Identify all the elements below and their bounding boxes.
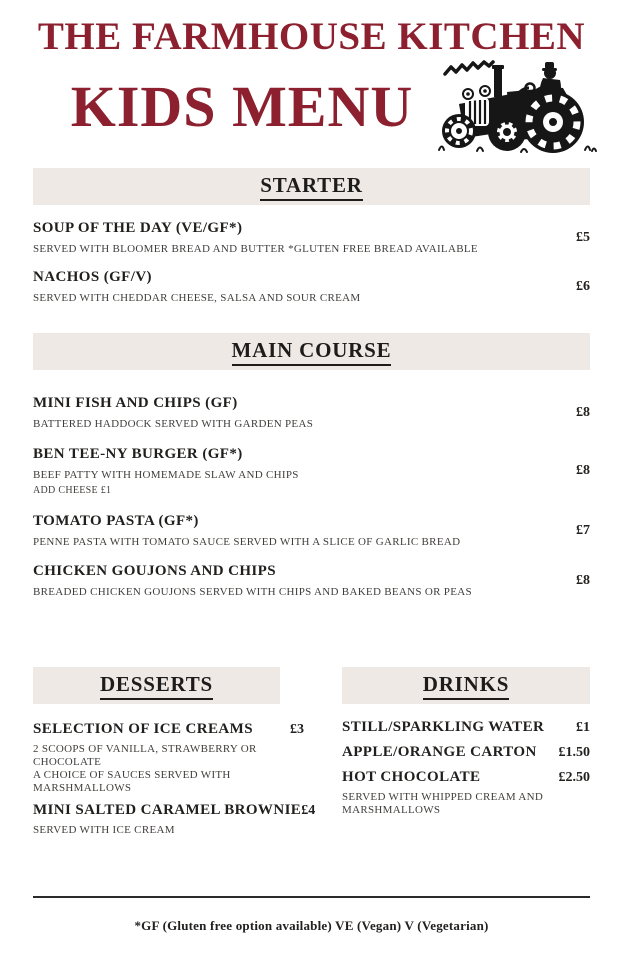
section-header-drinks [342,667,590,704]
item-price: £5 [576,229,590,245]
drinks-column [342,667,590,837]
front-wheel [442,114,476,148]
item-name: CHICKEN GOUJONS AND CHIPS [33,563,276,579]
item-price: £8 [576,404,590,420]
item-addon-note: ADD CHEESE £1 [33,485,112,496]
item-price: £7 [576,522,590,538]
menu-body [0,168,623,837]
menu-item-pasta [33,512,590,549]
item-price: £6 [576,278,590,294]
menu-item-juice-carton [342,743,590,762]
item-description: SERVED WITH WHIPPED CREAM AND [342,791,544,803]
item-name: SELECTION OF ICE CREAMS [33,721,253,737]
item-description: BATTERED HADDOCK SERVED WITH GARDEN PEAS [33,418,314,430]
item-price: £4 [301,803,316,818]
item-price: £8 [576,462,590,478]
item-name: NACHOS (GF/V) [33,269,152,285]
item-description: SERVED WITH ICE CREAM [33,824,175,836]
section-title: MAIN COURSE [232,338,392,366]
item-description: PENNE PASTA WITH TOMATO SAUCE SERVED WITH A SLICE OF GARLIC BREAD [33,536,461,548]
item-name: SOUP OF THE DAY (VE/GF*) [33,220,243,236]
item-price: £1 [576,720,590,735]
item-name: BEN TEE-NY BURGER (GF*) [33,446,243,462]
item-price: £2.50 [558,770,590,785]
tractor-farmer-illustration [437,58,597,154]
menu-item-burger [33,445,590,496]
item-description: BREADED CHICKEN GOUJONS SERVED WITH CHIPS AND BAKED BEANS OR PEAS [33,586,472,598]
item-price: £1.50 [558,745,590,760]
section-header-main-course [33,333,590,370]
section-header-desserts [33,667,280,704]
item-description: 2 SCOOPS OF VANILLA, STRAWBERRY OR CHOCOLATE [33,743,257,768]
menu-item-hot-chocolate [342,768,590,817]
menu-item-soup [33,219,590,256]
headlights [463,86,490,99]
item-price: £3 [290,722,304,737]
item-description: SERVED WITH BLOOMER BREAD AND BUTTER *GLUTEN FREE BREAD AVAILABLE [33,243,478,255]
section-title: STARTER [260,173,363,201]
item-name: TOMATO PASTA (GF*) [33,513,199,529]
front-far-wheel [488,113,526,151]
item-description: MARSHMALLOWS [342,804,441,816]
menu-item-nachos [33,268,590,305]
menu-item-fish-chips [33,394,590,431]
menu-item-brownie [33,801,316,837]
item-name: MINI FISH AND CHIPS (GF) [33,395,238,411]
menu-item-ice-creams [33,720,304,795]
rear-wheel [522,91,584,153]
menu-title: KIDS MENU [70,74,414,139]
restaurant-name: THE FARMHOUSE KITCHEN [37,15,586,58]
item-description: BEEF PATTY WITH HOMEMADE SLAW AND CHIPS [33,469,299,481]
item-price: £8 [576,572,590,588]
dietary-key-note: *GF (Gluten free option available) VE (Vegan) V (Vegetarian) [134,918,489,933]
section-header-starter [33,168,590,205]
item-name: APPLE/ORANGE CARTON [342,744,537,760]
item-name: HOT CHOCOLATE [342,769,481,785]
desserts-drinks-columns [33,667,590,837]
item-name: MINI SALTED CARAMEL BROWNIE [33,802,302,818]
menu-item-goujons [33,562,590,599]
section-title: DESSERTS [100,672,213,700]
item-description: SERVED WITH CHEDDAR CHEESE, SALSA AND SOUR CREAM [33,292,361,304]
item-description: A CHOICE OF SAUCES SERVED WITH MARSHMALLOWS [33,769,231,794]
desserts-column [33,667,316,837]
section-title: DRINKS [423,672,509,700]
smoke-icon [445,62,493,74]
menu-item-water [342,718,590,737]
item-name: STILL/SPARKLING WATER [342,719,545,735]
footer-divider [33,896,590,898]
